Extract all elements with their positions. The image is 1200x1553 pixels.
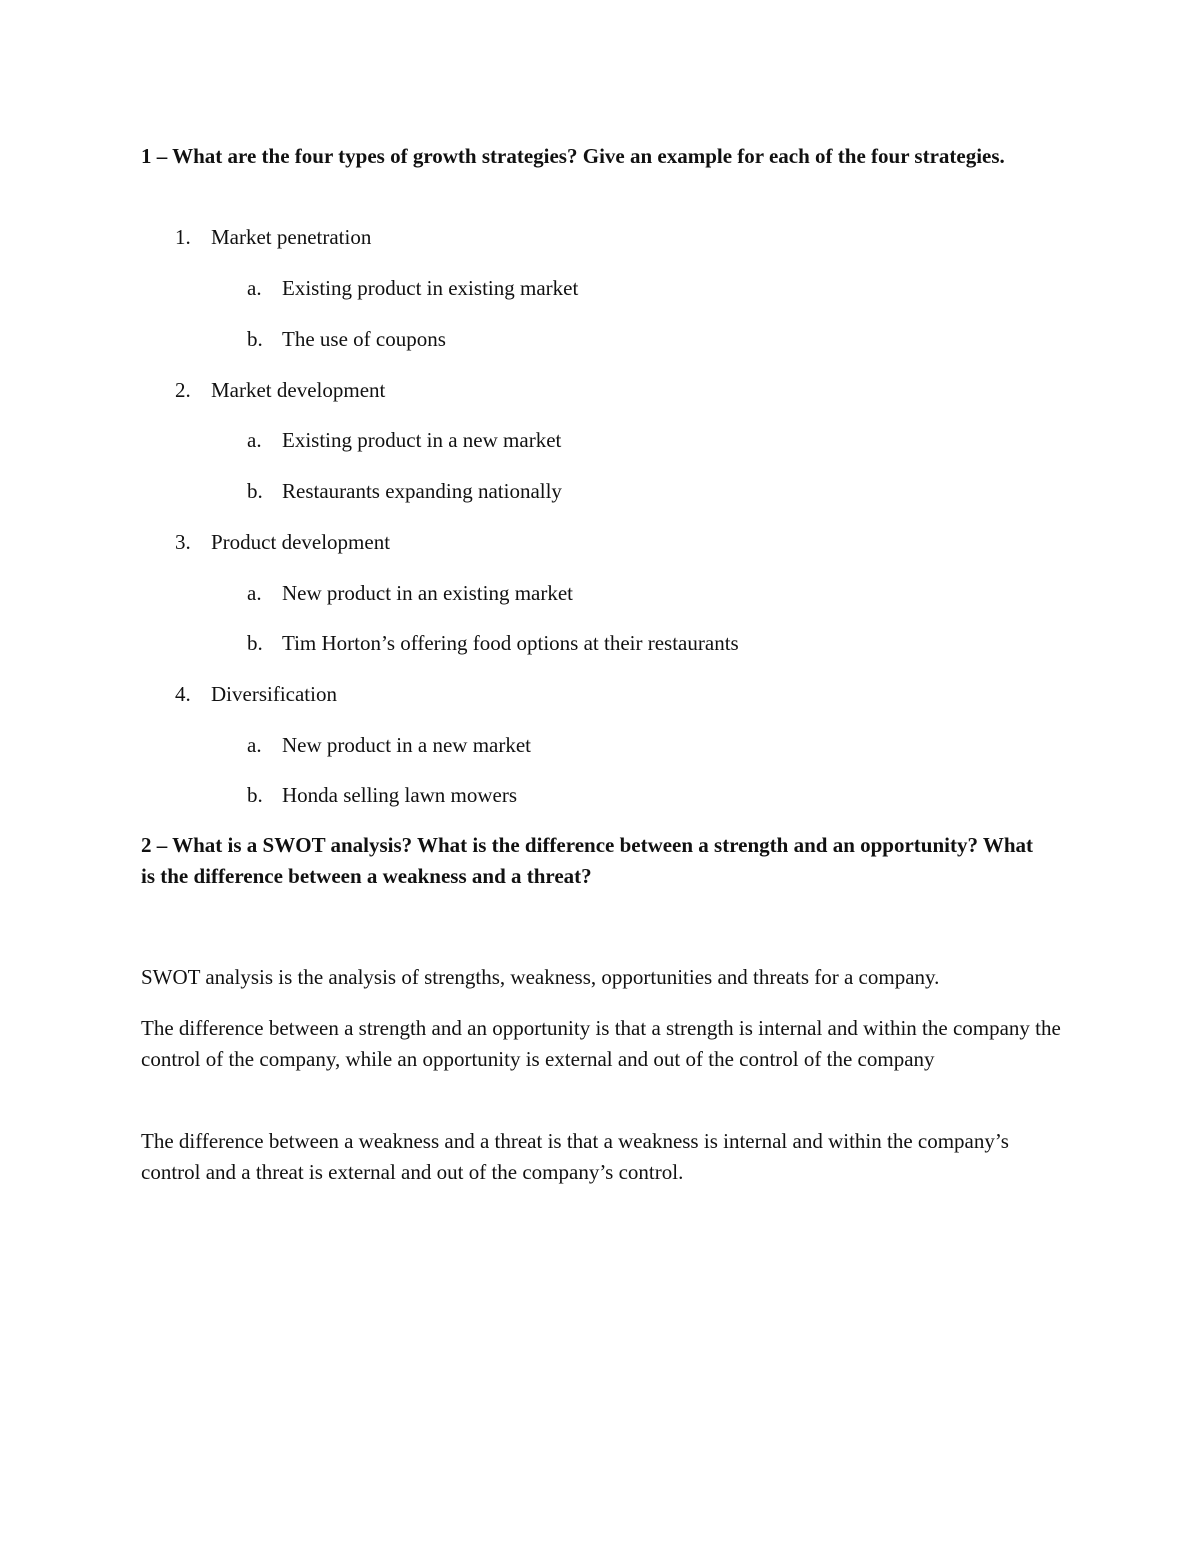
answer-paragraph-strength-opportunity: The difference between a strength and an opportunity is that a strength is internal and within the company the control of the company, while an opportunity is external and out of the control of the company xyxy=(141,1016,1061,1071)
sub-letter: a. xyxy=(247,581,262,605)
sub-letter: a. xyxy=(247,428,262,452)
answer-paragraph-swot: SWOT analysis is the analysis of strengths, weakness, opportunities and threats for a company. xyxy=(141,965,940,989)
strategy-label: Product development xyxy=(211,530,391,554)
sub-text: Tim Horton’s offering food options at their restaurants xyxy=(282,631,739,655)
sub-text: New product in an existing market xyxy=(282,581,574,605)
strategy-label: Market penetration xyxy=(211,225,372,249)
sub-text: Restaurants expanding nationally xyxy=(282,479,562,503)
sub-text: Honda selling lawn mowers xyxy=(282,783,518,807)
strategy-number: 2. xyxy=(175,378,191,402)
sub-text: Existing product in existing market xyxy=(282,276,579,300)
strategy-number: 3. xyxy=(175,530,191,554)
question-2-heading: 2 – What is a SWOT analysis? What is the difference between a strength and an opportunity? What is the difference between a weakness and a threat? xyxy=(141,833,1034,888)
sub-letter: a. xyxy=(247,276,262,300)
sub-letter: a. xyxy=(247,733,262,757)
strategy-label: Diversification xyxy=(211,682,337,706)
sub-text: Existing product in a new market xyxy=(282,428,562,452)
strategy-number: 4. xyxy=(175,682,191,706)
sub-letter: b. xyxy=(247,631,263,655)
strategy-number: 1. xyxy=(175,225,191,249)
sub-letter: b. xyxy=(247,479,263,503)
sub-text: New product in a new market xyxy=(282,733,531,757)
answer-paragraph-weakness-threat: The difference between a weakness and a threat is that a weakness is internal and within the company’s control and a threat is external and out of the company’s control. xyxy=(141,1129,1009,1184)
strategy-label: Market development xyxy=(211,378,386,402)
sub-letter: b. xyxy=(247,783,263,807)
sub-text: The use of coupons xyxy=(282,327,446,351)
sub-letter: b. xyxy=(247,327,263,351)
question-1-heading: 1 – What are the four types of growth strategies? Give an example for each of the four strategies. xyxy=(141,144,1005,168)
